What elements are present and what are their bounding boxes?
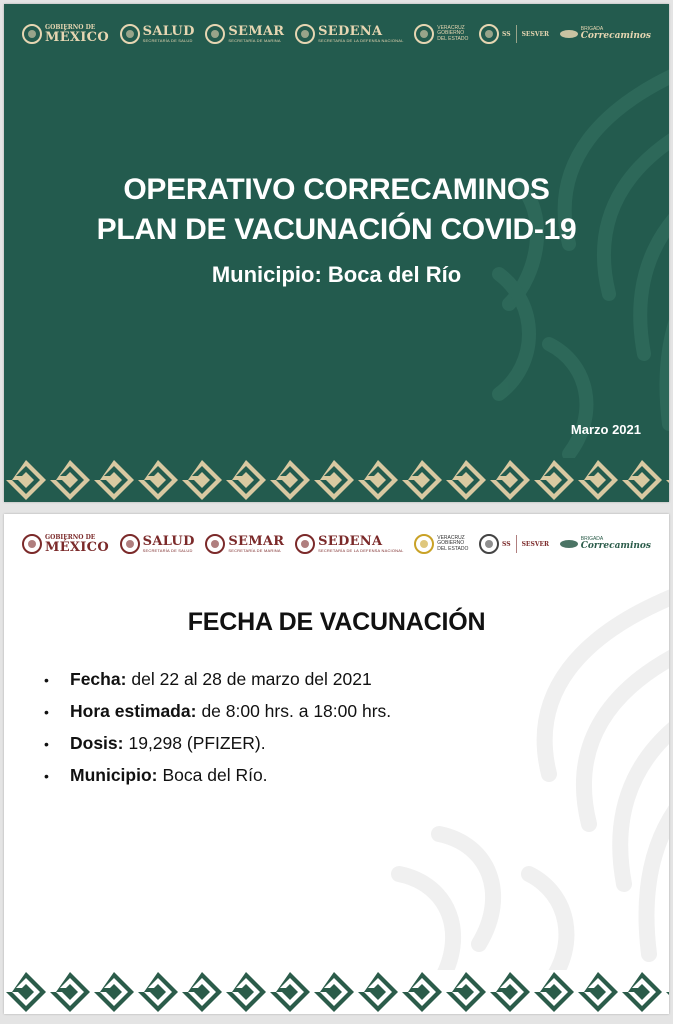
presentation-date: Marzo 2021 xyxy=(570,422,641,437)
correcaminos-bird-icon xyxy=(560,540,578,548)
item-label: Municipio: xyxy=(70,765,158,785)
institution-logos xyxy=(22,530,651,558)
veracruz-shield-icon xyxy=(414,534,434,554)
gobierno-mexico-logo: GOBIERNO DE MÉXICO xyxy=(22,534,109,554)
correcaminos-bird-icon xyxy=(560,30,578,38)
sedena-logo: SEDENA SECRETARÍA DE LA DEFENSA NACIONAL xyxy=(295,24,403,44)
sedena-seal-icon xyxy=(295,24,315,44)
semar-seal-icon xyxy=(205,534,225,554)
veracruz-logo: VERACRUZ GOBIERNO DEL ESTADO xyxy=(414,534,468,554)
divider xyxy=(516,25,517,43)
sedena-seal-icon xyxy=(295,534,315,554)
semar-seal-icon xyxy=(205,24,225,44)
bullet: • xyxy=(44,672,49,688)
ss-seal-icon xyxy=(479,24,499,44)
vaccination-date-slide xyxy=(4,514,669,1014)
bullet: • xyxy=(44,736,49,752)
title-block xyxy=(4,170,669,288)
ss-sesver-logo: SS SESVER xyxy=(479,534,549,554)
semar-logo: SEMAR SECRETARÍA DE MARINA xyxy=(205,24,284,44)
item-label: Fecha: xyxy=(70,669,127,689)
item-value: 19,298 (PFIZER). xyxy=(128,733,266,753)
veracruz-shield-icon xyxy=(414,24,434,44)
list-item xyxy=(44,728,391,760)
veracruz-logo: VERACRUZ GOBIERNO DEL ESTADO xyxy=(414,24,468,44)
salud-seal-icon xyxy=(120,534,140,554)
eagle-watermark-icon xyxy=(379,574,669,994)
brigada-correcaminos-logo: BRIGADA Correcaminos xyxy=(560,537,651,552)
item-label: Hora estimada: xyxy=(70,701,197,721)
title-line-2: PLAN DE VACUNACIÓN COVID-19 xyxy=(96,213,577,246)
item-value: Boca del Río. xyxy=(162,765,268,785)
ss-seal-icon xyxy=(479,534,499,554)
sedena-logo: SEDENA SECRETARÍA DE LA DEFENSA NACIONAL xyxy=(295,534,403,554)
salud-seal-icon xyxy=(120,24,140,44)
item-label: Dosis: xyxy=(70,733,124,753)
semar-logo: SEMAR SECRETARÍA DE MARINA xyxy=(205,534,284,554)
greek-key-border-icon xyxy=(4,970,669,1014)
mexico-seal-icon xyxy=(22,534,42,554)
list-item xyxy=(44,664,391,696)
salud-logo: SALUD SECRETARÍA DE SALUD xyxy=(120,24,195,44)
item-value: de 8:00 hrs. a 18:00 hrs. xyxy=(201,701,392,721)
slide-heading: FECHA DE VACUNACIÓN xyxy=(187,608,486,636)
bullet: • xyxy=(44,704,49,720)
institution-logos xyxy=(22,20,651,48)
list-item xyxy=(44,696,391,728)
list-item xyxy=(44,760,391,792)
brigada-correcaminos-logo: BRIGADA Correcaminos xyxy=(560,27,651,42)
divider xyxy=(516,535,517,553)
item-value: del 22 al 28 de marzo del 2021 xyxy=(131,669,372,689)
mexico-seal-icon xyxy=(22,24,42,44)
salud-logo: SALUD SECRETARÍA DE SALUD xyxy=(120,534,195,554)
ss-sesver-logo: SS SESVER xyxy=(479,24,549,44)
title-slide xyxy=(4,4,669,502)
title-line-1: OPERATIVO CORRECAMINOS xyxy=(123,173,550,206)
vaccination-details-list xyxy=(44,664,391,792)
municipality-subtitle: Municipio: Boca del Río xyxy=(211,262,462,287)
bullet: • xyxy=(44,768,49,784)
gobierno-mexico-logo: GOBIERNO DE MÉXICO xyxy=(22,24,109,44)
greek-key-border-icon xyxy=(4,458,669,502)
